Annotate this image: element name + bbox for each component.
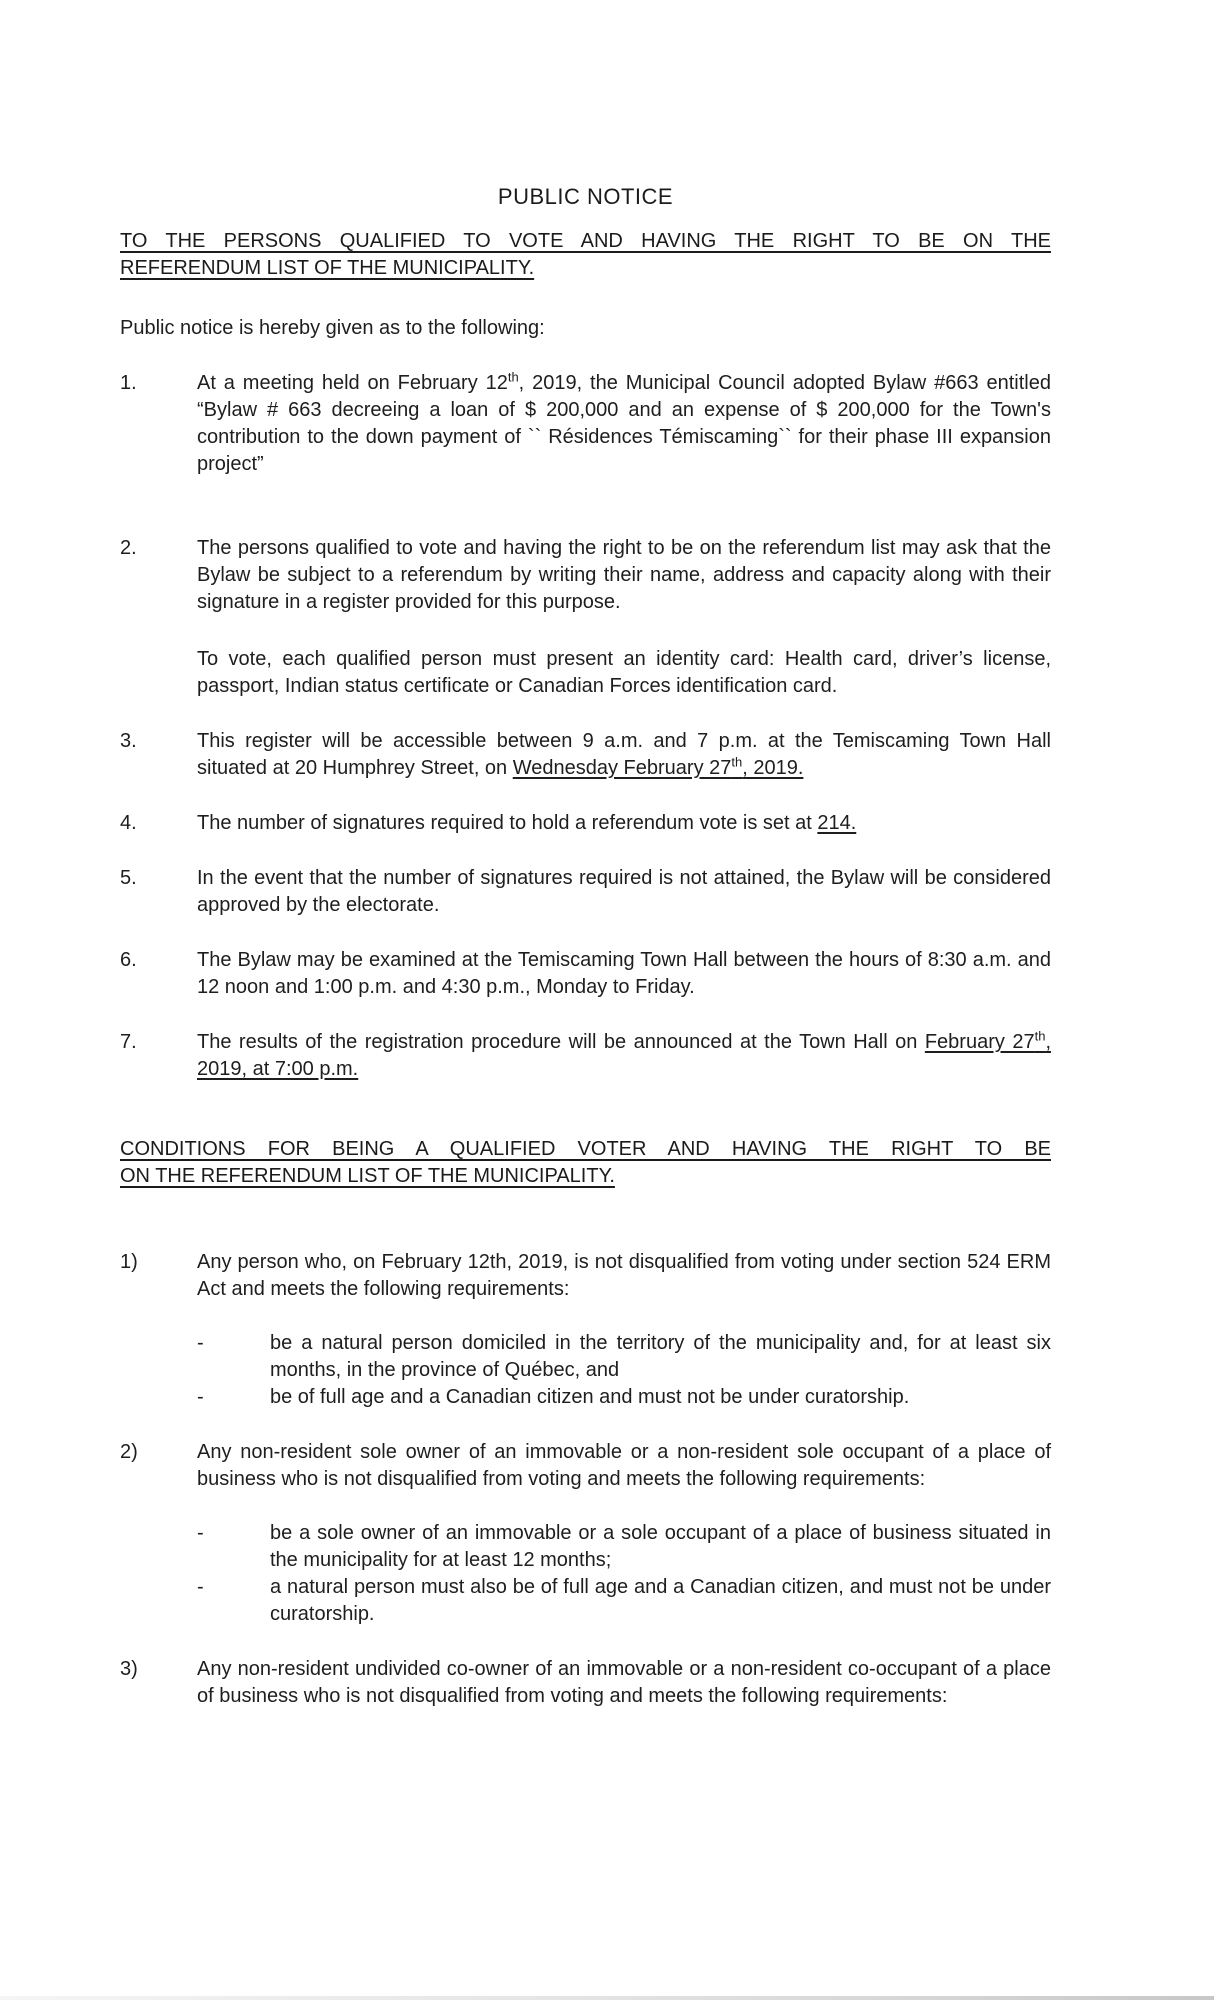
- intro-text: Public notice is hereby given as to the following:: [120, 317, 545, 339]
- text-run: , 2019, the Municipal Council adopted Bylaw #663 entitled “Bylaw # 663 decreeing a loan of $ 200,000 and an expense of $ 200,000 for the Town's contribution to the down payment of `` Résidences Témiscaming`` for their phase III expansion project”: [197, 372, 1051, 475]
- bullet-dash: -: [197, 1576, 204, 1598]
- text-run: To vote, each qualified person must present an identity card: Health card, driver’s license, passport, Indian status certificate or Canadian Forces identification card.: [197, 648, 1051, 697]
- list-item: [120, 810, 1051, 837]
- item-paragraph: [197, 1656, 1051, 1710]
- section2-heading-line1: CONDITIONS FOR BEING A QUALIFIED VOTER AND HAVING THE RIGHT TO BE: [120, 1138, 1051, 1160]
- text-run: The results of the registration procedure will be announced at the Town Hall on: [197, 1031, 925, 1053]
- item-body: [197, 947, 1051, 1001]
- conditions-list: [120, 1249, 1051, 1710]
- text-run: In the event that the number of signatures required is not attained, the Bylaw will be considered approved by the electorate.: [197, 867, 1051, 916]
- bullet-dash: -: [197, 1386, 204, 1408]
- underlined-text: [817, 812, 856, 834]
- item-number: 3): [120, 1658, 138, 1680]
- list-item: [120, 1029, 1051, 1083]
- item-body: [197, 535, 1051, 700]
- text-run: Any non-resident undivided co-owner of an immovable or a non-resident co-occupant of a place of business who is not disqualified from voting and meets the following requirements:: [197, 1658, 1051, 1707]
- page-title: PUBLIC NOTICE: [497, 184, 674, 209]
- section1-heading: [120, 228, 1051, 282]
- list-item: [120, 1656, 1051, 1710]
- text-run: be a sole owner of an immovable or a sole occupant of a place of business situated in the municipality for at least 12 months;: [270, 1522, 1051, 1571]
- bullet-item: [197, 1384, 1051, 1411]
- text-run: , 2019.: [742, 757, 804, 779]
- text-run: At a meeting held on February 12: [197, 372, 508, 394]
- item-body: [197, 1029, 1051, 1083]
- text-run: The number of signatures required to hold a referendum vote is set at: [197, 812, 818, 834]
- item-paragraph: [197, 865, 1051, 919]
- item-paragraph: [197, 646, 1051, 700]
- item-body: [197, 810, 1051, 837]
- list-item: [120, 370, 1051, 478]
- text-run: The Bylaw may be examined at the Temiscaming Town Hall between the hours of 8:30 a.m. and 12 noon and 1:00 p.m. and 4:30 p.m., Monday to Friday.: [197, 949, 1051, 998]
- text-run: 214.: [817, 812, 857, 834]
- item-number: 2): [120, 1441, 138, 1463]
- item-body: [197, 370, 1051, 478]
- bullet-item: [197, 1330, 1051, 1384]
- bullet-paragraph: [270, 1330, 1051, 1384]
- bullet-dash: -: [197, 1332, 204, 1354]
- text-run: February 27: [924, 1031, 1035, 1053]
- text-run: be a natural person domiciled in the territory of the municipality and, for at least six months, in the province of Québec, and: [270, 1332, 1051, 1381]
- scan-edge-shadow: [0, 1996, 1214, 2000]
- text-run: The persons qualified to vote and having the right to be on the referendum list may ask that the Bylaw be subject to a referendum by writing their name, address and capacity along with their signature in a register provided for this purpose.: [197, 537, 1051, 613]
- section2-heading: [120, 1136, 1051, 1190]
- superscript: th: [1034, 1028, 1046, 1044]
- bullet-paragraph: [270, 1384, 1051, 1411]
- underlined-text: [512, 754, 804, 779]
- list-item: [120, 1439, 1051, 1628]
- text-run: , 2019, at 7:00 p.m.: [197, 1031, 1051, 1080]
- bullet-dash: -: [197, 1522, 204, 1544]
- list-item: [120, 728, 1051, 782]
- item-body: [197, 1249, 1051, 1411]
- bullet-list: [197, 1520, 1051, 1628]
- list-item: [120, 1249, 1051, 1411]
- text-run: This register will be accessible between 9 a.m. and 7 p.m. at the Temiscaming Town Hall situated at 20 Humphrey Street, on: [197, 730, 1051, 779]
- bullet-paragraph: [270, 1574, 1051, 1628]
- bullet-list: [197, 1330, 1051, 1411]
- item-number: 3.: [120, 730, 137, 752]
- text-run: Wednesday February 27: [512, 757, 732, 779]
- item-paragraph: [197, 810, 1051, 837]
- item-body: [197, 865, 1051, 919]
- text-run: Any non-resident sole owner of an immovable or a non-resident sole occupant of a place of business who is not disqualified from voting and meets the following requirements:: [197, 1441, 1051, 1490]
- item-paragraph: [197, 947, 1051, 1001]
- item-number: 5.: [120, 867, 137, 889]
- item-body: [197, 1439, 1051, 1628]
- item-number: 7.: [120, 1031, 137, 1053]
- superscript: th: [507, 369, 519, 385]
- list-item: [120, 535, 1051, 700]
- item-number: 4.: [120, 812, 137, 834]
- item-number: 1.: [120, 372, 137, 394]
- item-paragraph: [197, 1439, 1051, 1493]
- text-run: Any person who, on February 12th, 2019, is not disqualified from voting under section 524 ERM Act and meets the following requirements:: [197, 1251, 1051, 1300]
- item-paragraph: [197, 370, 1051, 478]
- item-paragraph: [197, 535, 1051, 616]
- text-run: a natural person must also be of full age and a Canadian citizen, and must not be under curatorship.: [270, 1576, 1051, 1625]
- item-number: 6.: [120, 949, 137, 971]
- item-paragraph: [197, 728, 1051, 782]
- list-item: [120, 947, 1051, 1001]
- text-run: be of full age and a Canadian citizen and must not be under curatorship.: [270, 1386, 910, 1408]
- item-body: [197, 728, 1051, 782]
- section1-heading-line2: REFERENDUM LIST OF THE MUNICIPALITY.: [120, 257, 535, 279]
- section1-heading-line1: TO THE PERSONS QUALIFIED TO VOTE AND HAVING THE RIGHT TO BE ON THE: [120, 230, 1051, 252]
- bullet-paragraph: [270, 1520, 1051, 1574]
- item-number: 2.: [120, 537, 137, 559]
- bullet-item: [197, 1574, 1051, 1628]
- item-paragraph: [197, 1249, 1051, 1303]
- item-paragraph: [197, 1029, 1051, 1083]
- item-number: 1): [120, 1251, 138, 1273]
- section2-heading-line2: ON THE REFERENDUM LIST OF THE MUNICIPALITY.: [120, 1165, 615, 1187]
- notice-list: [120, 370, 1051, 1083]
- superscript: th: [731, 754, 743, 770]
- item-body: [197, 1656, 1051, 1710]
- list-item: [120, 865, 1051, 919]
- bullet-item: [197, 1520, 1051, 1574]
